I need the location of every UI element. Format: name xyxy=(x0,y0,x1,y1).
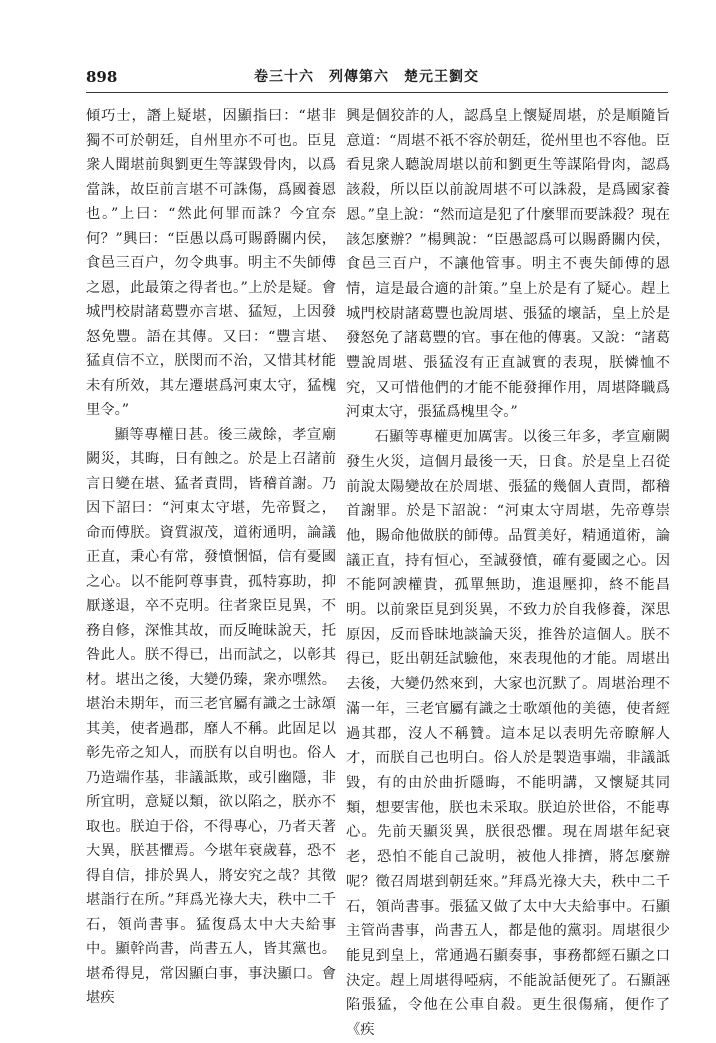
running-title: 卷三十六 列傳第六 楚元王劉交 xyxy=(254,69,479,85)
translation-column xyxy=(346,104,670,1043)
translation-paragraph-2: 石顯等專權更加厲害。以後三年多，孝宣廟闕發生火災，這個月最後一天，日食。於是皇上召從前說太陽變故在於周堪、張猛的幾個人責問，都稽首謝罪。於是下詔說：“河東太守周堪，先帝尊崇他，賜命他做朕的師傅。品質美好，精通道術，論議正直，持有恒心，至誠發憤，確有憂國之心。因不能阿諛權貴，孤單無助，進退壓抑，終不能昌明。以前衆臣見到災異，不致力於自我修養，深思原因，反而昏昧地談論天災，推咎於這個人。朕不得已，貶出朝廷試驗他，來表現他的才能。周堪出去後，大變仍然來到，大家也沉默了。周堪治理不滿一年，三老官屬有識之士歌頌他的美德，使者經過其郡，沒人不稱贊。這本足以表明先帝瞭解人才，而朕自己也明白。俗人於是製造事端，非議詆毀，有的由於曲折隱晦，不能明講，又懷疑其同類，想要害他，朕也未采取。朕迫於世俗，不能專心。先前天顯災異，朕很恐懼。現在周堪年紀衰老，恐怕不能自己說明，被他人排擠，將怎麼辦呢？徵召周堪到朝廷來。”拜爲光祿大夫，秩中二千石，領尚書事。張猛又做了太中大夫給事中。石顯主管尚書事，尚書五人，都是他的黨羽。周堪很少能見到皇上，常通過石顯奏事，事務都經石顯之口決定。趕上周堪得啞病，不能說話便死了。石顯誣陷張猛，令他在公車自殺。更生很傷痛，便作了《疾 xyxy=(346,429,670,1039)
page-header xyxy=(86,66,666,88)
translation-paragraph-1: 興是個狡詐的人，認爲皇上懷疑周堪，於是順隨旨意道：“周堪不祇不容於朝廷，從州里也不容他。臣看見衆人聽說周堪以前和劉更生等謀陷骨肉，認爲該殺，所以臣以前說周堪不可以誅殺，是爲國家養恩。”皇上說：“然而這是犯了什麼罪而要誅殺？現在該怎麼辦？”楊興說：“臣愚認爲可以賜爵關内侯，食邑三百户，不讓他管事。明主不喪失師傅的恩情，這是最合適的計策。”皇上於是有了疑心。趕上城門校尉諸葛豐也說周堪、張猛的壞話，皇上於是發怒免了諸葛豐的官。事在他的傳裏。又說：“諸葛豐說周堪、張猛沒有正直誠實的表現，朕憐恤不究，又可惜他們的才能不能發揮作用，周堪降職爲河東太守，張猛爲槐里令。” xyxy=(346,108,670,421)
classical-paragraph-1: 傾巧士，譖上疑堪，因顯指曰：“堪非獨不可於朝廷，自州里亦不可也。臣見衆人聞堪前與劉更生等謀毀骨肉，以爲當誅，故臣前言堪不可誅傷，爲國養恩也。”上曰：“然此何罪而誅？今宜奈何？”興曰：“臣愚以爲可賜爵關内侯，食邑三百户，勿令典事。明主不失師傅之恩，此最策之得者也。”上於是疑。會城門校尉諸葛豐亦言堪、猛短，上因發怒免豐。語在其傳。又曰：“豐言堪、猛貞信不立，朕閔而不治，又惜其材能未有所效，其左遷堪爲河東太守，猛槐里令。” xyxy=(86,108,336,418)
header-rule xyxy=(86,92,668,93)
classical-text-column xyxy=(86,104,336,1011)
page-number: 898 xyxy=(86,68,118,86)
classical-paragraph-2: 顯等專權日甚。後三歲餘，孝宣廟闕災，其晦，日有蝕之。於是上召諸前言日變在堪、猛者責問，皆稽首謝。乃因下詔曰：“河東太守堪，先帝賢之，命而傅朕。資質淑茂，道術通明，論議正直，秉心有常，發憤悃愊，信有憂國之心。以不能阿尊事貴，孤特寡助，抑厭遂退，卒不克明。往者衆臣見異，不務自修，深惟其故，而反晻昧說天，托咎此人。朕不得已，出而試之，以彰其材。堪出之後，大變仍臻，衆亦嘿然。堪治未期年，而三老官屬有識之士詠頌其美，使者過郡，靡人不稱。此固足以彰先帝之知人，而朕有以自明也。俗人乃造端作基，非議詆欺，或引幽隱，非所宜明，意疑以類，欲以陷之，朕亦不取也。朕迫于俗，不得專心，乃者天著大異，朕甚懼焉。今堪年衰歲暮，恐不得自信，排於異人，將安究之哉？其徵堪詣行在所。”拜爲光祿大夫，秩中二千石，領尚書事。猛復爲太中大夫給事中。顯幹尚書，尚書五人，皆其黨也。堪希得見，常因顯白事，事決顯口。會堪疾 xyxy=(86,426,336,1006)
